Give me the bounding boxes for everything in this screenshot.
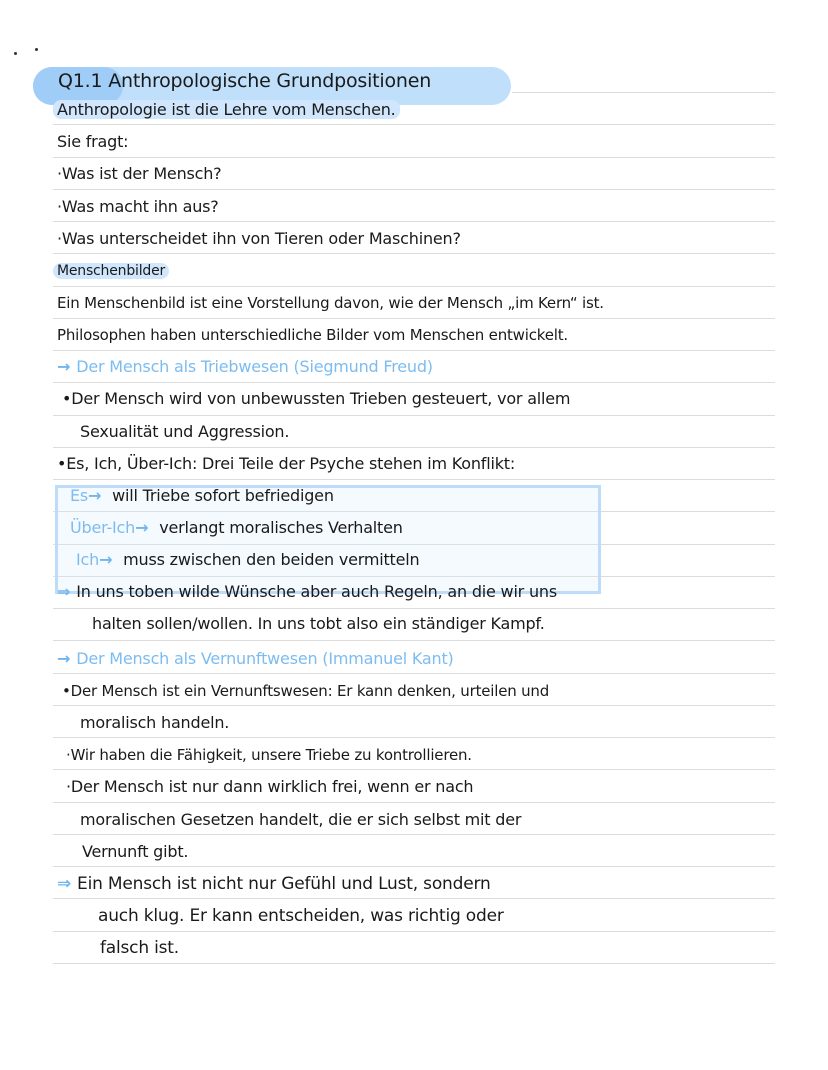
- ruled-line: [53, 640, 775, 641]
- ruled-line: [53, 963, 775, 964]
- freud-conclusion: halten sollen/wollen. In uns tobt also ein ständiger Kampf.: [92, 614, 545, 633]
- ruled-line: [53, 221, 775, 222]
- freud-bullet: •Der Mensch wird von unbewussten Trieben gesteuert, vor allem: [62, 389, 571, 408]
- freud-conclusion-line: [57, 578, 557, 606]
- ruled-line: [53, 124, 775, 125]
- page-title: Q1.1 Anthropologische Grundpositionen: [58, 70, 432, 92]
- definition-line: Philosophen haben unterschiedliche Bilder vom Menschen entwickelt.: [57, 326, 568, 344]
- pen-dot: [35, 48, 38, 51]
- intro-text: Anthropologie ist die Lehre vom Menschen.: [53, 100, 400, 119]
- ruled-line: [53, 350, 775, 351]
- question-item: ·Was ist der Mensch?: [57, 164, 222, 183]
- box-row-es: [70, 482, 334, 510]
- ruled-line: [53, 834, 775, 835]
- kant-heading: Der Mensch als Vernunftwesen (Immanuel Kant): [76, 649, 454, 668]
- ruled-line: [512, 92, 775, 93]
- term-es: Es: [70, 486, 89, 505]
- ruled-line: [53, 705, 775, 706]
- ruled-line: [53, 318, 775, 319]
- freud-bullet: •Es, Ich, Über-Ich: Drei Teile der Psyche stehen im Konflikt:: [57, 454, 516, 473]
- kant-conclusion: falsch ist.: [100, 938, 179, 958]
- ruled-line: [53, 673, 775, 674]
- arrow-icon: →: [57, 649, 71, 668]
- term-ich: Ich: [76, 550, 100, 569]
- arrow-icon: →: [57, 357, 71, 376]
- ruled-line: [53, 189, 775, 190]
- term-ich-text: muss zwischen den beiden vermitteln: [123, 550, 420, 569]
- asks-label: Sie fragt:: [57, 132, 129, 151]
- arrow-icon: →: [88, 486, 102, 505]
- section-label: Menschenbilder: [53, 263, 169, 279]
- box-row-ueber-ich: [70, 514, 403, 542]
- ruled-line: [53, 608, 775, 609]
- ruled-line: [53, 769, 775, 770]
- definition-line: Ein Menschenbild ist eine Vorstellung davon, wie der Mensch „im Kern“ ist.: [57, 294, 604, 312]
- ruled-line: [53, 866, 775, 867]
- ruled-line: [53, 931, 775, 932]
- kant-bullet: ·Der Mensch ist nur dann wirklich frei, wenn er nach: [66, 777, 474, 796]
- section-label-line: [57, 257, 169, 285]
- ruled-line: [53, 802, 775, 803]
- kant-bullet: Vernunft gibt.: [82, 842, 189, 861]
- ruled-line: [53, 253, 775, 254]
- intro-line: [57, 96, 400, 124]
- kant-bullet: •Der Mensch ist ein Vernunftswesen: Er kann denken, urteilen und: [62, 682, 550, 700]
- ruled-line: [53, 737, 775, 738]
- question-item: ·Was macht ihn aus?: [57, 197, 219, 216]
- freud-heading-line: [57, 353, 433, 381]
- ruled-line: [53, 415, 775, 416]
- kant-bullet: moralischen Gesetzen handelt, die er sich selbst mit der: [80, 810, 522, 829]
- ruled-line: [53, 479, 775, 480]
- term-ueber-ich-text: verlangt moralisches Verhalten: [159, 518, 403, 537]
- ruled-line: [53, 447, 775, 448]
- double-arrow-icon: ⇒: [57, 874, 72, 894]
- box-row-ich: [76, 546, 419, 574]
- kant-conclusion-line: [57, 870, 491, 898]
- question-item: ·Was unterscheidet ihn von Tieren oder Maschinen?: [57, 229, 461, 248]
- double-arrow-icon: ⇒: [57, 582, 71, 601]
- freud-conclusion: In uns toben wilde Wünsche aber auch Regeln, an die wir uns: [76, 582, 557, 601]
- ruled-line: [53, 157, 775, 158]
- freud-heading: Der Mensch als Triebwesen (Siegmund Freud): [76, 357, 433, 376]
- arrow-icon: →: [99, 550, 113, 569]
- kant-bullet: ·Wir haben die Fähigkeit, unsere Triebe zu kontrollieren.: [66, 746, 472, 764]
- term-ueber-ich: Über-Ich: [70, 518, 136, 537]
- freud-bullet: Sexualität und Aggression.: [80, 422, 290, 441]
- pen-dot: [14, 52, 17, 55]
- ruled-line: [53, 898, 775, 899]
- kant-bullet: moralisch handeln.: [80, 713, 230, 732]
- kant-conclusion: auch klug. Er kann entscheiden, was richtig oder: [98, 906, 504, 926]
- ruled-line: [53, 286, 775, 287]
- ruled-line: [53, 382, 775, 383]
- arrow-icon: →: [135, 518, 149, 537]
- kant-conclusion: Ein Mensch ist nicht nur Gefühl und Lust, sondern: [77, 874, 491, 894]
- term-es-text: will Triebe sofort befriedigen: [112, 486, 334, 505]
- kant-heading-line: [57, 645, 454, 673]
